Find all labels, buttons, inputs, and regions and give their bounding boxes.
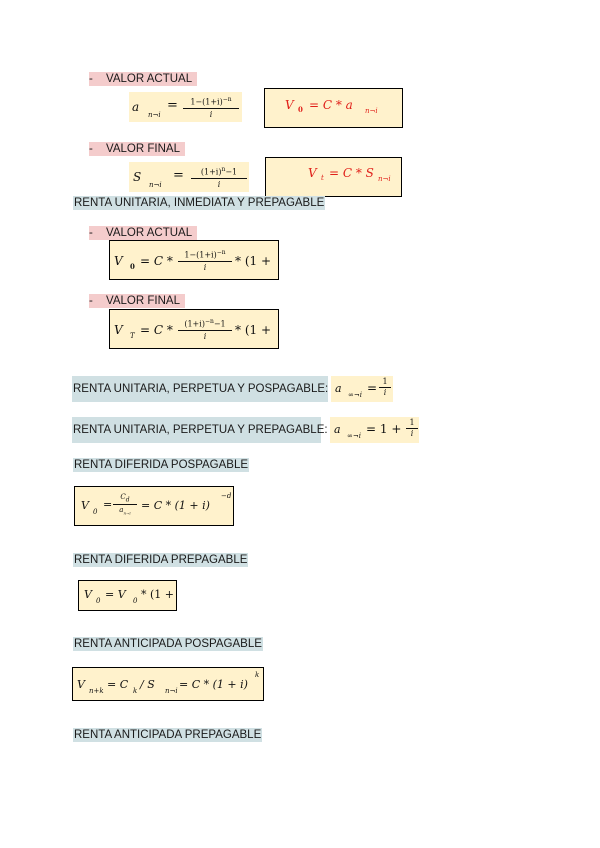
box-symbol: V — [84, 588, 92, 601]
numerator-text: C — [120, 493, 126, 501]
formula-subscript: n¬i — [149, 181, 162, 189]
fraction-numerator — [183, 94, 239, 109]
numerator-text: (1+i) — [184, 319, 205, 329]
section-valor-final — [89, 142, 185, 156]
box-symbol: V — [285, 98, 294, 112]
section-valor-actual-2 — [89, 226, 197, 240]
box-symbol: V — [114, 254, 123, 268]
exponent: n — [221, 166, 226, 173]
box-subscript-n: n¬i — [165, 687, 178, 695]
numerator-text: (1+i) — [200, 167, 222, 177]
box-expression: = C * S — [329, 166, 374, 180]
box-subscript-k: k — [133, 687, 138, 695]
equals-sign: = — [367, 381, 378, 395]
numerator-tail: −1 — [213, 319, 226, 329]
fraction-numerator — [178, 247, 232, 262]
heading-anticipada-prepagable: RENTA ANTICIPADA PREPAGABLE — [74, 729, 262, 741]
fraction — [178, 316, 232, 342]
fraction-denominator: i — [209, 109, 213, 119]
exponent: −n — [216, 249, 226, 256]
box-expression: = C * — [140, 323, 173, 337]
bullet: - — [89, 227, 93, 239]
fraction — [379, 377, 391, 398]
heading-inmediata-prepagable: RENTA UNITARIA, INMEDIATA Y PREPAGABLE — [74, 197, 325, 209]
section-label: VALOR FINAL — [106, 143, 180, 155]
fraction-denominator: i — [203, 262, 207, 272]
fraction — [183, 94, 239, 120]
formula-subscript: ∞¬i — [347, 432, 361, 440]
box-divisor: / S — [140, 678, 155, 691]
formula-subscript: n¬i — [148, 111, 161, 119]
equals-sign: = — [103, 498, 113, 511]
equals-sign: = — [167, 98, 178, 113]
fraction — [406, 418, 418, 439]
box-symbol: V — [81, 499, 89, 512]
numerator-subscript: d — [125, 496, 130, 504]
box-subscript: 0 — [298, 105, 303, 114]
section-label: VALOR ACTUAL — [106, 73, 193, 85]
formula-perpetua-prepagable — [330, 417, 419, 443]
box-subscript-n: n¬i — [365, 107, 378, 115]
box-subscript: 0 — [93, 508, 98, 516]
box-symbol: V — [77, 678, 85, 691]
fraction-numerator: 1 — [406, 418, 418, 429]
denominator-text: a — [119, 506, 124, 515]
formula-final-value — [129, 162, 249, 192]
box-symbol: V — [114, 323, 123, 337]
heading-diferida-pospagable: RENTA DIFERIDA POSPAGABLE — [74, 459, 249, 471]
fraction-numerator — [178, 316, 232, 331]
box-expression: = C * — [140, 254, 173, 268]
formula-symbol: a — [334, 423, 341, 436]
heading-perpetua-pospagable: RENTA UNITARIA, PERPETUA Y POSPAGABLE: — [72, 376, 328, 402]
bullet: - — [89, 295, 93, 307]
numerator-tail: −1 — [225, 167, 238, 177]
formula-box-present-value — [264, 88, 403, 128]
box-subscript-n: n¬i — [378, 175, 391, 183]
box-subscript: n+k — [89, 687, 104, 695]
formula-box-final-value — [265, 157, 402, 197]
formula-subscript: ∞¬i — [348, 391, 362, 399]
box-subscript: T — [130, 332, 135, 340]
fraction-denominator — [113, 505, 137, 518]
box-expression: = V — [105, 588, 126, 601]
section-valor-actual — [89, 72, 197, 86]
section-label: VALOR FINAL — [106, 295, 180, 307]
section-label: VALOR ACTUAL — [106, 227, 193, 239]
fraction-numerator — [113, 493, 137, 505]
formula-symbol: S — [133, 170, 142, 184]
fraction — [191, 164, 247, 190]
fraction-numerator: 1 — [379, 377, 391, 388]
fraction — [178, 247, 232, 273]
equals-sign: = — [173, 168, 184, 183]
box-subscript-2: 0 — [133, 597, 138, 605]
box-symbol: V — [308, 166, 317, 180]
box-result: = C * (1 + i) — [179, 678, 248, 691]
heading-diferida-prepagable: RENTA DIFERIDA PREPAGABLE — [74, 554, 248, 566]
exponent: k — [255, 671, 260, 679]
formula-expression: = 1 + — [366, 422, 402, 436]
formula-box-prepagable-actual — [109, 240, 279, 280]
fraction-denominator: i — [410, 429, 414, 438]
formula-symbol: a — [132, 100, 140, 114]
formula-present-value — [129, 92, 242, 122]
fraction-denominator: i — [383, 388, 387, 397]
formula-box-anticipada-pospagable — [72, 667, 264, 701]
denominator-subscript: n¬i — [123, 510, 131, 516]
box-tail: * (1 + — [235, 323, 271, 337]
numerator-text: 1−(1+i) — [190, 97, 223, 107]
formula-perpetua-pospagable — [331, 376, 393, 402]
formula-box-diferida-pospagable — [74, 486, 234, 526]
formula-symbol: a — [335, 382, 342, 395]
box-tail: * (1 + — [235, 254, 271, 268]
box-tail: * (1 + — [141, 588, 174, 601]
exponent: −d — [221, 492, 232, 500]
heading-perpetua-prepagable: RENTA UNITARIA, PERPETUA Y PREPAGABLE: — [72, 417, 321, 443]
section-valor-final-2 — [89, 294, 185, 308]
box-subscript: 0 — [96, 597, 101, 605]
heading-anticipada-pospagable: RENTA ANTICIPADA POSPAGABLE — [74, 638, 262, 650]
box-subscript: t — [321, 174, 324, 182]
box-subscript: 0 — [130, 262, 135, 271]
exponent: −n — [204, 318, 214, 325]
fraction-denominator: i — [217, 179, 221, 189]
box-expression: = C — [107, 678, 129, 691]
box-expression: = C * a — [309, 98, 353, 112]
fraction — [113, 493, 137, 519]
fraction-denominator: i — [203, 331, 207, 341]
fraction-numerator — [191, 164, 247, 179]
numerator-text: 1−(1+i) — [184, 250, 217, 260]
formula-box-prepagable-final — [109, 309, 279, 349]
bullet: - — [89, 73, 93, 85]
exponent: −n — [222, 96, 232, 103]
formula-box-diferida-prepagable — [78, 580, 177, 611]
bullet: - — [89, 143, 93, 155]
box-expression: = C * (1 + i) — [141, 499, 210, 512]
